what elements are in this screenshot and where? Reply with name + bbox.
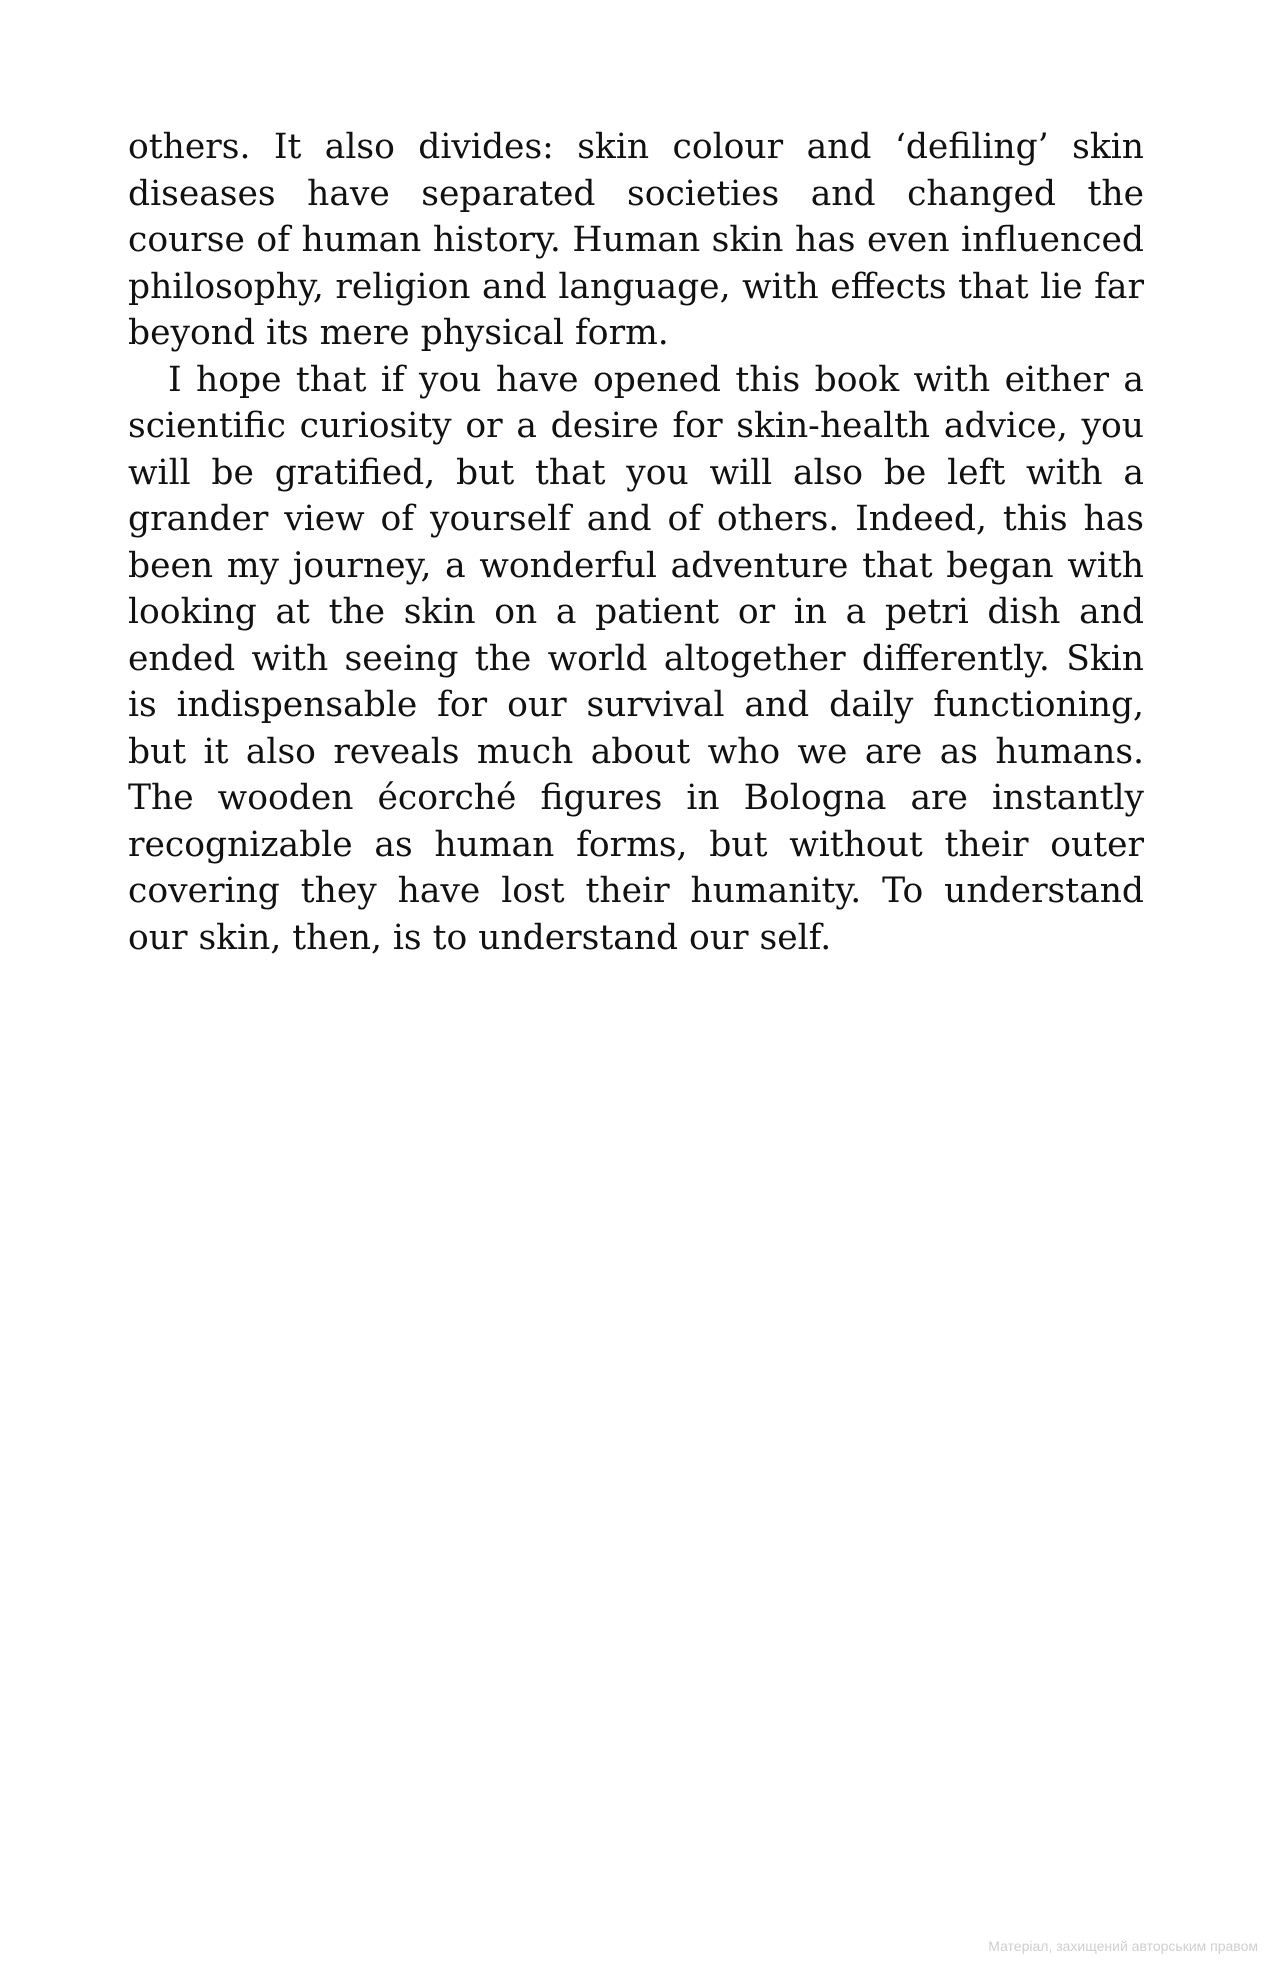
body-text — [128, 124, 1144, 961]
copyright-watermark: Матеріал, захищений авторським правом — [988, 1938, 1258, 1954]
paragraph: I hope that if you have opened this book with either a scientific curiosity or a desire for skin-health advice, you will be gratified, but that you will also be left with a grander view of yourself and of others. Indeed, this has been my journey, a wonderful adventure that began with looking at the skin on a patient or in a petri dish and ended with seeing the world altogether differently. Skin is indispensable for our survival and daily functioning, but it also reveals much about who we are as humans. The wooden écorché figures in Bologna are instantly recognizable as human forms, but without their outer covering they have lost their humanity. To understand our skin, then, is to understand our self. — [128, 359, 1144, 958]
paragraph-continued: others. It also divides: skin colour and ‘defiling’ skin diseases have separated societies and changed the course of human history. Human skin has even influenced philosophy, religion and language, with effects that lie far beyond its mere physical form. — [128, 127, 1144, 353]
